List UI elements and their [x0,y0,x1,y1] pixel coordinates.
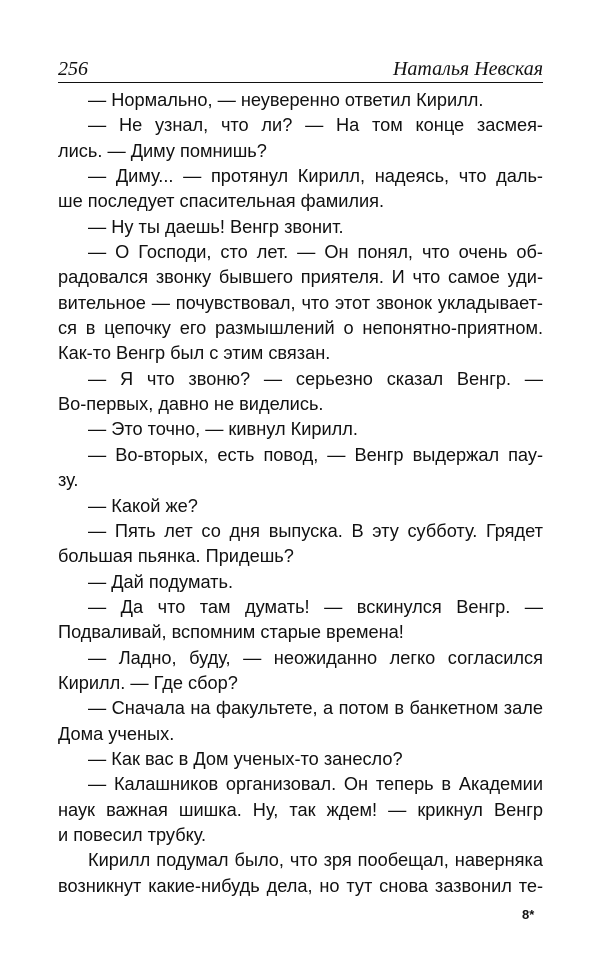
text-line: — Диму... — протянул Кирилл, надеясь, что даль- [88,166,543,187]
page-number: 256 [58,58,88,80]
text-line: — Во-вторых, есть повод, — Венгр выдержал пау- [88,444,543,465]
text-line: Во-первых, давно не виделись. [58,394,324,415]
text-line: — Ну ты даешь! Венгр звонит. [88,216,344,237]
text-line: зу. [58,470,79,491]
text-line: большая пьянка. Придешь? [58,546,294,567]
text-line: — Как вас в Дом ученых-то занесло? [88,748,403,769]
page-header [58,58,543,82]
text-line: Кирилл подумал было, что зря пообещал, наверняка [88,850,543,871]
text-line: лись. — Диму помнишь? [58,140,267,161]
text-line: и повесил трубку. [58,824,207,845]
text-line: — Да что там думать! — вскинулся Венгр. — [88,596,543,617]
text-line: Дома ученых. [58,723,175,744]
text-line: — Нормально, — неуверенно ответил Кирилл. [88,90,484,110]
text-line: радовался звонку бывшего приятеля. И что самое уди- [58,267,543,288]
text-line: Кирилл. — Где сбор? [58,672,238,693]
text-line: Подваливай, вспомним старые времена! [58,622,404,643]
body-text [58,88,543,899]
text-line: — Дай подумать. [88,571,234,592]
text-line: возникнут какие-нибудь дела, но тут снова зазвонил те- [58,875,543,896]
signature-mark: 8* [522,907,535,922]
text-line: вительное — почувствовал, что этот звонок укладывает- [58,292,543,313]
text-line: — Я что звоню? — серьезно сказал Венгр. — [88,368,543,389]
text-line: — Ладно, буду, — неожиданно легко согласился [88,647,543,668]
text-line: — Калашников организовал. Он теперь в Академии [88,774,543,795]
text-line: — О Господи, сто лет. — Он понял, что очень об- [88,242,543,263]
text-line: — Не узнал, что ли? — На том конце засмея- [88,115,543,136]
text-line: — Сначала на факультете, а потом в банкетном зале [88,698,543,719]
text-line: — Какой же? [88,495,198,516]
header-rule [58,82,543,83]
text-line: — Пять лет со дня выпуска. В эту субботу. Грядет [88,520,543,541]
text-line: ше последует спасительная фамилия. [58,191,385,212]
text-line: — Это точно, — кивнул Кирилл. [88,419,358,440]
text-line: ся в цепочку его размышлений о непонятно-приятном. [58,318,543,339]
text-line: наук важная шишка. Ну, так ждем! — крикнул Венгр [58,799,543,820]
running-title: Наталья Невская [392,58,543,80]
text-line: Как-то Венгр был с этим связан. [58,343,331,364]
